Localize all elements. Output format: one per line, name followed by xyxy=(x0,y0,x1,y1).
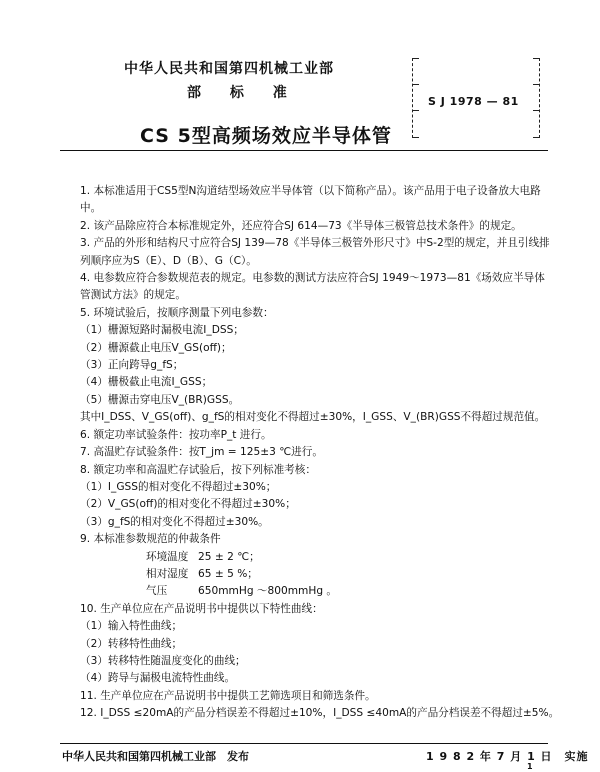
clause-5-item-3: （3）正向跨导g_fS； xyxy=(80,359,184,372)
clause-7: 7. 高温贮存试验条件：按T_jm = 125±3 ℃进行。 xyxy=(80,446,323,459)
clause-12: 12. I_DSS ≤20mA的产品分档误差不得超过±10%，I_DSS ≤40mA的产品分档误差不得超过±5%。 xyxy=(80,707,560,720)
clause-10-item-2: （2）转移特性曲线； xyxy=(80,637,183,650)
arbitration-key: 环境温度 xyxy=(146,550,189,563)
clause-2: 2. 该产品除应符合本标准规定外，还应符合SJ 614—73《半导体三极管总技术条件》的规定。 xyxy=(80,219,522,232)
clause-3: 3. 产品的外形和结构尺寸应符合SJ 139—78《半导体三极管外形尺寸》中S-2型的规定，并且引线排列顺序应为S（E）、D（B）、G（C）。 xyxy=(80,237,550,267)
arbitration-value: 25 ± 2 ℃； xyxy=(198,550,260,563)
clause-10: 10. 生产单位应在产品说明书中提供以下特性曲线： xyxy=(80,602,323,615)
arbitration-row-humidity xyxy=(80,566,550,583)
clause-10-item-4: （4）跨导与漏极电流特性曲线。 xyxy=(80,672,236,685)
clause-11: 11. 生产单位应在产品说明书中提供工艺筛选项目和筛选条件。 xyxy=(80,689,376,702)
footer-issuer: 中华人民共和国第四机械工业部 发布 xyxy=(62,750,249,763)
clause-5-note: 其中I_DSS、V_GS(off)、g_fS的相对变化不得超过±30%，I_GSS、V_(BR)GSS不得超过规范值。 xyxy=(80,411,546,424)
clause-5-item-5: （5）栅源击穿电压V_(BR)GSS。 xyxy=(80,393,240,406)
clause-1: 1. 本标准适用于CS5型N沟道结型场效应半导体管（以下简称产品）。该产品用于电子设备放大电路中。 xyxy=(80,185,541,215)
clause-6: 6. 额定功率试验条件：按功率P_t 进行。 xyxy=(80,428,272,441)
clause-8-item-2: （2）V_GS(off)的相对变化不得超过±30%； xyxy=(80,498,296,511)
document-title: CS 5型高频场效应半导体管 xyxy=(140,125,392,147)
clause-8: 8. 额定功率和高温贮存试验后，按下列标准考核： xyxy=(80,463,316,476)
clause-5-item-4: （4）栅极截止电流I_GSS； xyxy=(80,376,213,389)
arbitration-key: 气压 xyxy=(146,585,168,598)
page-number: 1 xyxy=(527,762,533,771)
clause-5-item-2: （2）栅源截止电压V_GS(off)； xyxy=(80,341,232,354)
header-org: 中华人民共和国第四机械工业部 xyxy=(124,61,334,77)
clause-5-item-1: （1）栅源短路时漏极电流I_DSS； xyxy=(80,324,244,337)
clause-5: 5. 环境试验后，按顺序测量下列电参数： xyxy=(80,306,274,319)
header-standard-type: 部 标 准 xyxy=(187,85,288,101)
clause-9: 9. 本标准参数规范的仲裁条件 xyxy=(80,533,221,546)
footer-date: 1 9 8 2 年 7 月 1 日 实施 xyxy=(426,750,589,763)
standard-code: S J 1978 — 81 xyxy=(428,95,519,108)
arbitration-value: 650mmHg ～800mmHg 。 xyxy=(198,585,338,598)
arbitration-row-temperature xyxy=(80,549,550,566)
arbitration-row-pressure xyxy=(80,583,550,600)
clause-10-item-3: （3）转移特性随温度变化的曲线； xyxy=(80,654,246,667)
clause-10-item-1: （1）输入特性曲线； xyxy=(80,620,183,633)
arbitration-key: 相对湿度 xyxy=(146,567,189,580)
clause-8-item-1: （1）I_GSS的相对变化不得超过±30%； xyxy=(80,480,277,493)
clause-4: 4. 电参数应符合参数规范表的规定。电参数的测试方法应符合SJ 1949～1973—81《场效应半导体管测试方法》的规定。 xyxy=(80,272,545,302)
clauses-body xyxy=(80,183,560,723)
clause-8-item-3: （3）g_fS的相对变化不得超过±30%。 xyxy=(80,515,269,528)
title-rule xyxy=(60,150,548,151)
arbitration-value: 65 ± 5 %； xyxy=(198,567,258,580)
footer-rule xyxy=(60,743,548,744)
